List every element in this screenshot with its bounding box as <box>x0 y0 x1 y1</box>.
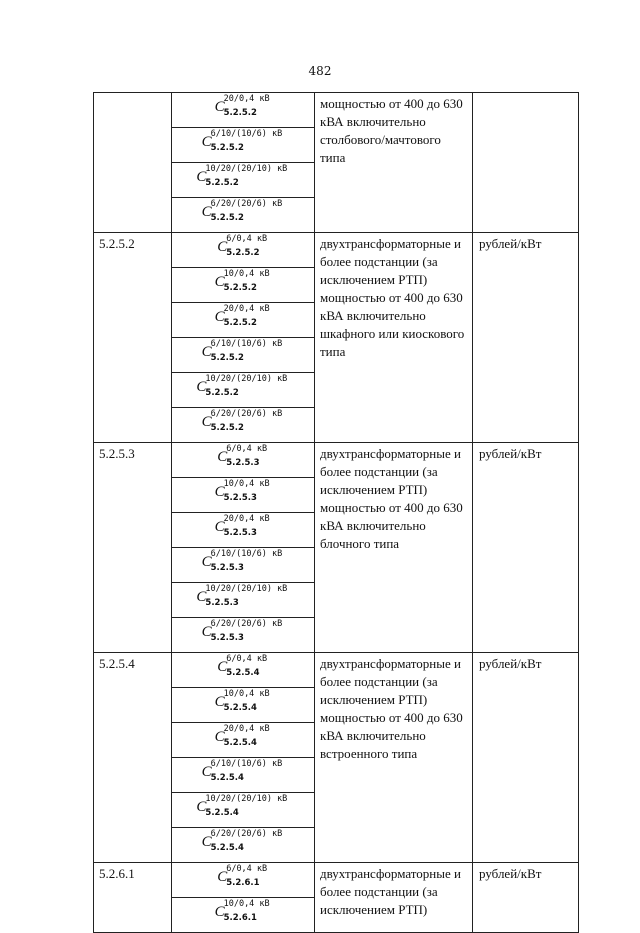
symbol-letter: C <box>201 554 212 570</box>
symbol-subscript: 5.2.5.3 <box>223 493 257 503</box>
item-code: 5.2.6.1 <box>94 863 172 933</box>
rate-symbol <box>172 548 315 583</box>
symbol-subscript: 5.2.5.3 <box>205 598 239 608</box>
symbol-superscript: 20/0,4 кВ <box>223 94 270 104</box>
symbol-subscript: 5.2.5.2 <box>210 423 244 433</box>
symbol-subscript: 5.2.5.2 <box>223 318 257 328</box>
symbol-superscript: 20/0,4 кВ <box>223 304 270 314</box>
symbol-subscript: 5.2.5.4 <box>223 738 257 748</box>
symbol-subscript: 5.2.5.2 <box>223 108 257 118</box>
symbol-superscript: 10/0,4 кВ <box>223 899 270 909</box>
tariff-table <box>93 92 579 933</box>
symbol-superscript: 10/0,4 кВ <box>223 269 270 279</box>
item-code: 5.2.5.4 <box>94 653 172 863</box>
item-code <box>94 93 172 233</box>
symbol-superscript: 6/10/(10/6) кВ <box>210 129 283 139</box>
table-row <box>94 93 579 128</box>
symbol-superscript: 6/0,4 кВ <box>226 444 268 454</box>
table-row <box>94 233 579 268</box>
item-unit: рублей/кВт <box>473 233 579 443</box>
symbol-letter: C <box>201 764 212 780</box>
item-code: 5.2.5.3 <box>94 443 172 653</box>
rate-symbol-formula <box>217 653 269 682</box>
rate-symbol <box>172 338 315 373</box>
symbol-superscript: 10/20/(20/10) кВ <box>205 374 288 384</box>
symbol-letter: C <box>201 204 212 220</box>
symbol-subscript: 5.2.5.2 <box>210 353 244 363</box>
symbol-letter: C <box>196 379 207 395</box>
symbol-subscript: 5.2.5.2 <box>210 143 244 153</box>
symbol-letter: C <box>214 694 225 710</box>
tariff-table-body <box>94 93 579 933</box>
item-unit: рублей/кВт <box>473 653 579 863</box>
item-description: двухтрансформаторные и более подстанции (за исключением РТП) мощностью от 400 до 630 кВА включительно встроенного типа <box>315 653 473 863</box>
rate-symbol-formula <box>217 443 269 472</box>
rate-symbol-formula <box>202 758 285 787</box>
symbol-subscript: 5.2.5.2 <box>210 213 244 223</box>
symbol-subscript: 5.2.6.1 <box>223 913 257 923</box>
rate-symbol <box>172 653 315 688</box>
page-number: 482 <box>308 64 332 78</box>
symbol-superscript: 6/10/(10/6) кВ <box>210 339 283 349</box>
symbol-superscript: 6/20/(20/6) кВ <box>210 409 283 419</box>
rate-symbol <box>172 863 315 898</box>
symbol-subscript: 5.2.5.3 <box>210 563 244 573</box>
symbol-superscript: 20/0,4 кВ <box>223 724 270 734</box>
rate-symbol-formula <box>215 268 272 297</box>
rate-symbol <box>172 898 315 933</box>
rate-symbol <box>172 828 315 863</box>
item-description: мощностью от 400 до 630 кВА включительно столбового/мачтового типа <box>315 93 473 233</box>
symbol-subscript: 5.2.5.4 <box>210 773 244 783</box>
symbol-letter: C <box>214 99 225 115</box>
symbol-letter: C <box>214 309 225 325</box>
symbol-subscript: 5.2.5.2 <box>223 283 257 293</box>
rate-symbol-formula <box>215 303 272 332</box>
symbol-subscript: 5.2.5.2 <box>205 388 239 398</box>
rate-symbol <box>172 478 315 513</box>
rate-symbol-formula <box>215 723 272 752</box>
symbol-letter: C <box>201 344 212 360</box>
symbol-letter: C <box>214 904 225 920</box>
rate-symbol <box>172 268 315 303</box>
item-code: 5.2.5.2 <box>94 233 172 443</box>
rate-symbol-formula <box>202 618 285 647</box>
symbol-letter: C <box>217 239 228 255</box>
symbol-superscript: 10/20/(20/10) кВ <box>205 164 288 174</box>
symbol-letter: C <box>217 869 228 885</box>
symbol-superscript: 6/10/(10/6) кВ <box>210 549 283 559</box>
symbol-superscript: 6/20/(20/6) кВ <box>210 619 283 629</box>
symbol-superscript: 6/20/(20/6) кВ <box>210 199 283 209</box>
rate-symbol <box>172 128 315 163</box>
symbol-letter: C <box>196 169 207 185</box>
symbol-subscript: 5.2.6.1 <box>226 878 260 888</box>
rate-symbol <box>172 303 315 338</box>
item-description: двухтрансформаторные и более подстанции (за исключением РТП) мощностью от 400 до 630 кВА включительно шкафного или киоскового типа <box>315 233 473 443</box>
rate-symbol <box>172 793 315 828</box>
symbol-letter: C <box>201 414 212 430</box>
symbol-letter: C <box>214 519 225 535</box>
rate-symbol <box>172 583 315 618</box>
symbol-letter: C <box>201 834 212 850</box>
symbol-subscript: 5.2.5.4 <box>210 843 244 853</box>
symbol-letter: C <box>217 659 228 675</box>
symbol-subscript: 5.2.5.2 <box>205 178 239 188</box>
rate-symbol-formula <box>215 688 272 717</box>
symbol-superscript: 6/20/(20/6) кВ <box>210 829 283 839</box>
symbol-letter: C <box>201 624 212 640</box>
rate-symbol-formula <box>217 233 269 262</box>
rate-symbol <box>172 233 315 268</box>
symbol-superscript: 6/0,4 кВ <box>226 654 268 664</box>
symbol-superscript: 10/0,4 кВ <box>223 479 270 489</box>
symbol-subscript: 5.2.5.3 <box>210 633 244 643</box>
symbol-subscript: 5.2.5.3 <box>226 458 260 468</box>
rate-symbol-formula <box>202 128 285 157</box>
symbol-letter: C <box>196 589 207 605</box>
rate-symbol-formula <box>215 898 272 927</box>
rate-symbol <box>172 723 315 758</box>
rate-symbol-formula <box>202 198 285 227</box>
rate-symbol-formula <box>202 548 285 577</box>
table-row <box>94 653 579 688</box>
rate-symbol <box>172 443 315 478</box>
table-row <box>94 443 579 478</box>
rate-symbol-formula <box>196 793 289 822</box>
item-description: двухтрансформаторные и более подстанции (за исключением РТП) мощностью от 400 до 630 кВА включительно блочного типа <box>315 443 473 653</box>
item-description: двухтрансформаторные и более подстанции (за исключением РТП) <box>315 863 473 933</box>
item-unit <box>473 93 579 233</box>
symbol-superscript: 10/20/(20/10) кВ <box>205 584 288 594</box>
symbol-letter: C <box>196 799 207 815</box>
symbol-superscript: 20/0,4 кВ <box>223 514 270 524</box>
rate-symbol <box>172 513 315 548</box>
item-unit: рублей/кВт <box>473 863 579 933</box>
rate-symbol <box>172 163 315 198</box>
symbol-subscript: 5.2.5.4 <box>223 703 257 713</box>
rate-symbol-formula <box>196 163 289 192</box>
symbol-letter: C <box>217 449 228 465</box>
rate-symbol <box>172 408 315 443</box>
rate-symbol-formula <box>217 863 269 892</box>
rate-symbol-formula <box>215 513 272 542</box>
rate-symbol <box>172 198 315 233</box>
symbol-superscript: 10/20/(20/10) кВ <box>205 794 288 804</box>
rate-symbol <box>172 758 315 793</box>
rate-symbol-formula <box>215 93 272 122</box>
rate-symbol-formula <box>196 583 289 612</box>
symbol-subscript: 5.2.5.4 <box>205 808 239 818</box>
symbol-superscript: 6/0,4 кВ <box>226 234 268 244</box>
symbol-letter: C <box>214 729 225 745</box>
symbol-letter: C <box>201 134 212 150</box>
symbol-subscript: 5.2.5.3 <box>223 528 257 538</box>
symbol-superscript: 6/0,4 кВ <box>226 864 268 874</box>
symbol-superscript: 10/0,4 кВ <box>223 689 270 699</box>
rate-symbol-formula <box>215 478 272 507</box>
rate-symbol <box>172 688 315 723</box>
rate-symbol <box>172 618 315 653</box>
rate-symbol-formula <box>202 408 285 437</box>
symbol-letter: C <box>214 274 225 290</box>
table-row <box>94 863 579 898</box>
symbol-subscript: 5.2.5.2 <box>226 248 260 258</box>
rate-symbol-formula <box>202 828 285 857</box>
symbol-letter: C <box>214 484 225 500</box>
item-unit: рублей/кВт <box>473 443 579 653</box>
rate-symbol <box>172 93 315 128</box>
rate-symbol-formula <box>202 338 285 367</box>
symbol-superscript: 6/10/(10/6) кВ <box>210 759 283 769</box>
symbol-subscript: 5.2.5.4 <box>226 668 260 678</box>
rate-symbol-formula <box>196 373 289 402</box>
rate-symbol <box>172 373 315 408</box>
